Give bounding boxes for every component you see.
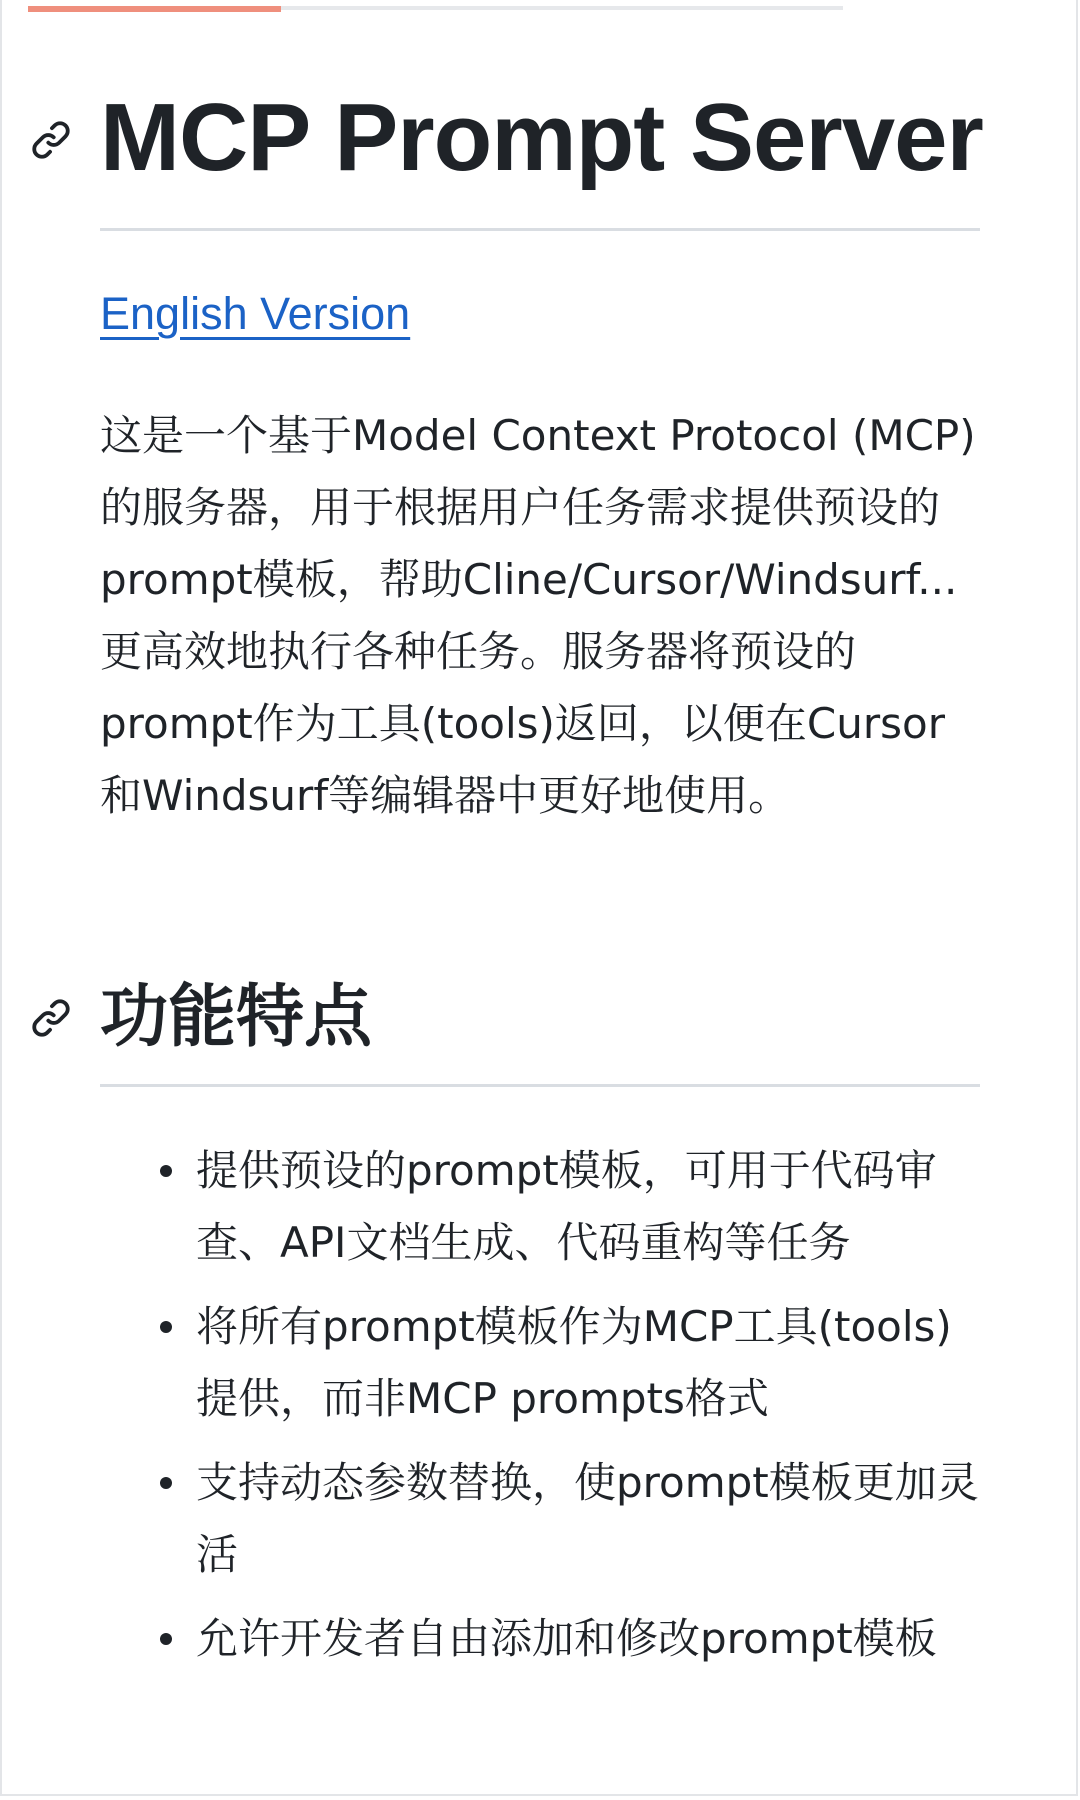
reading-progress-bar bbox=[28, 6, 843, 10]
features-heading: 功能特点 bbox=[100, 978, 373, 1057]
link-icon bbox=[28, 995, 74, 1041]
reading-progress-fill bbox=[28, 6, 281, 12]
list-item: 将所有prompt模板作为MCP工具(tools)提供，而非MCP prompts格式 bbox=[196, 1291, 986, 1435]
title-divider bbox=[100, 228, 980, 231]
list-item: 提供预设的prompt模板，可用于代码审查、API文档生成、代码重构等任务 bbox=[196, 1135, 986, 1279]
section-anchor-link-icon[interactable] bbox=[28, 995, 74, 1041]
english-version-link[interactable]: English Version bbox=[100, 288, 411, 339]
features-divider bbox=[100, 1084, 980, 1087]
list-item: 支持动态参数替换，使prompt模板更加灵活 bbox=[196, 1447, 986, 1591]
link-icon bbox=[28, 117, 74, 163]
title-anchor-link-icon[interactable] bbox=[28, 117, 74, 163]
list-item: 允许开发者自由添加和修改prompt模板 bbox=[196, 1603, 986, 1675]
intro-paragraph: 这是一个基于Model Context Protocol (MCP)的服务器，用于根据用户任务需求提供预设的prompt模板，帮助Cline/Cursor/Windsurf...更高效地执行各种任务。服务器将预设的prompt作为工具(tools)返回，以便在Cursor和Windsurf等编辑器中更好地使用。 bbox=[100, 411, 976, 820]
features-list bbox=[196, 1135, 986, 1687]
page-title: MCP Prompt Server bbox=[100, 84, 983, 191]
